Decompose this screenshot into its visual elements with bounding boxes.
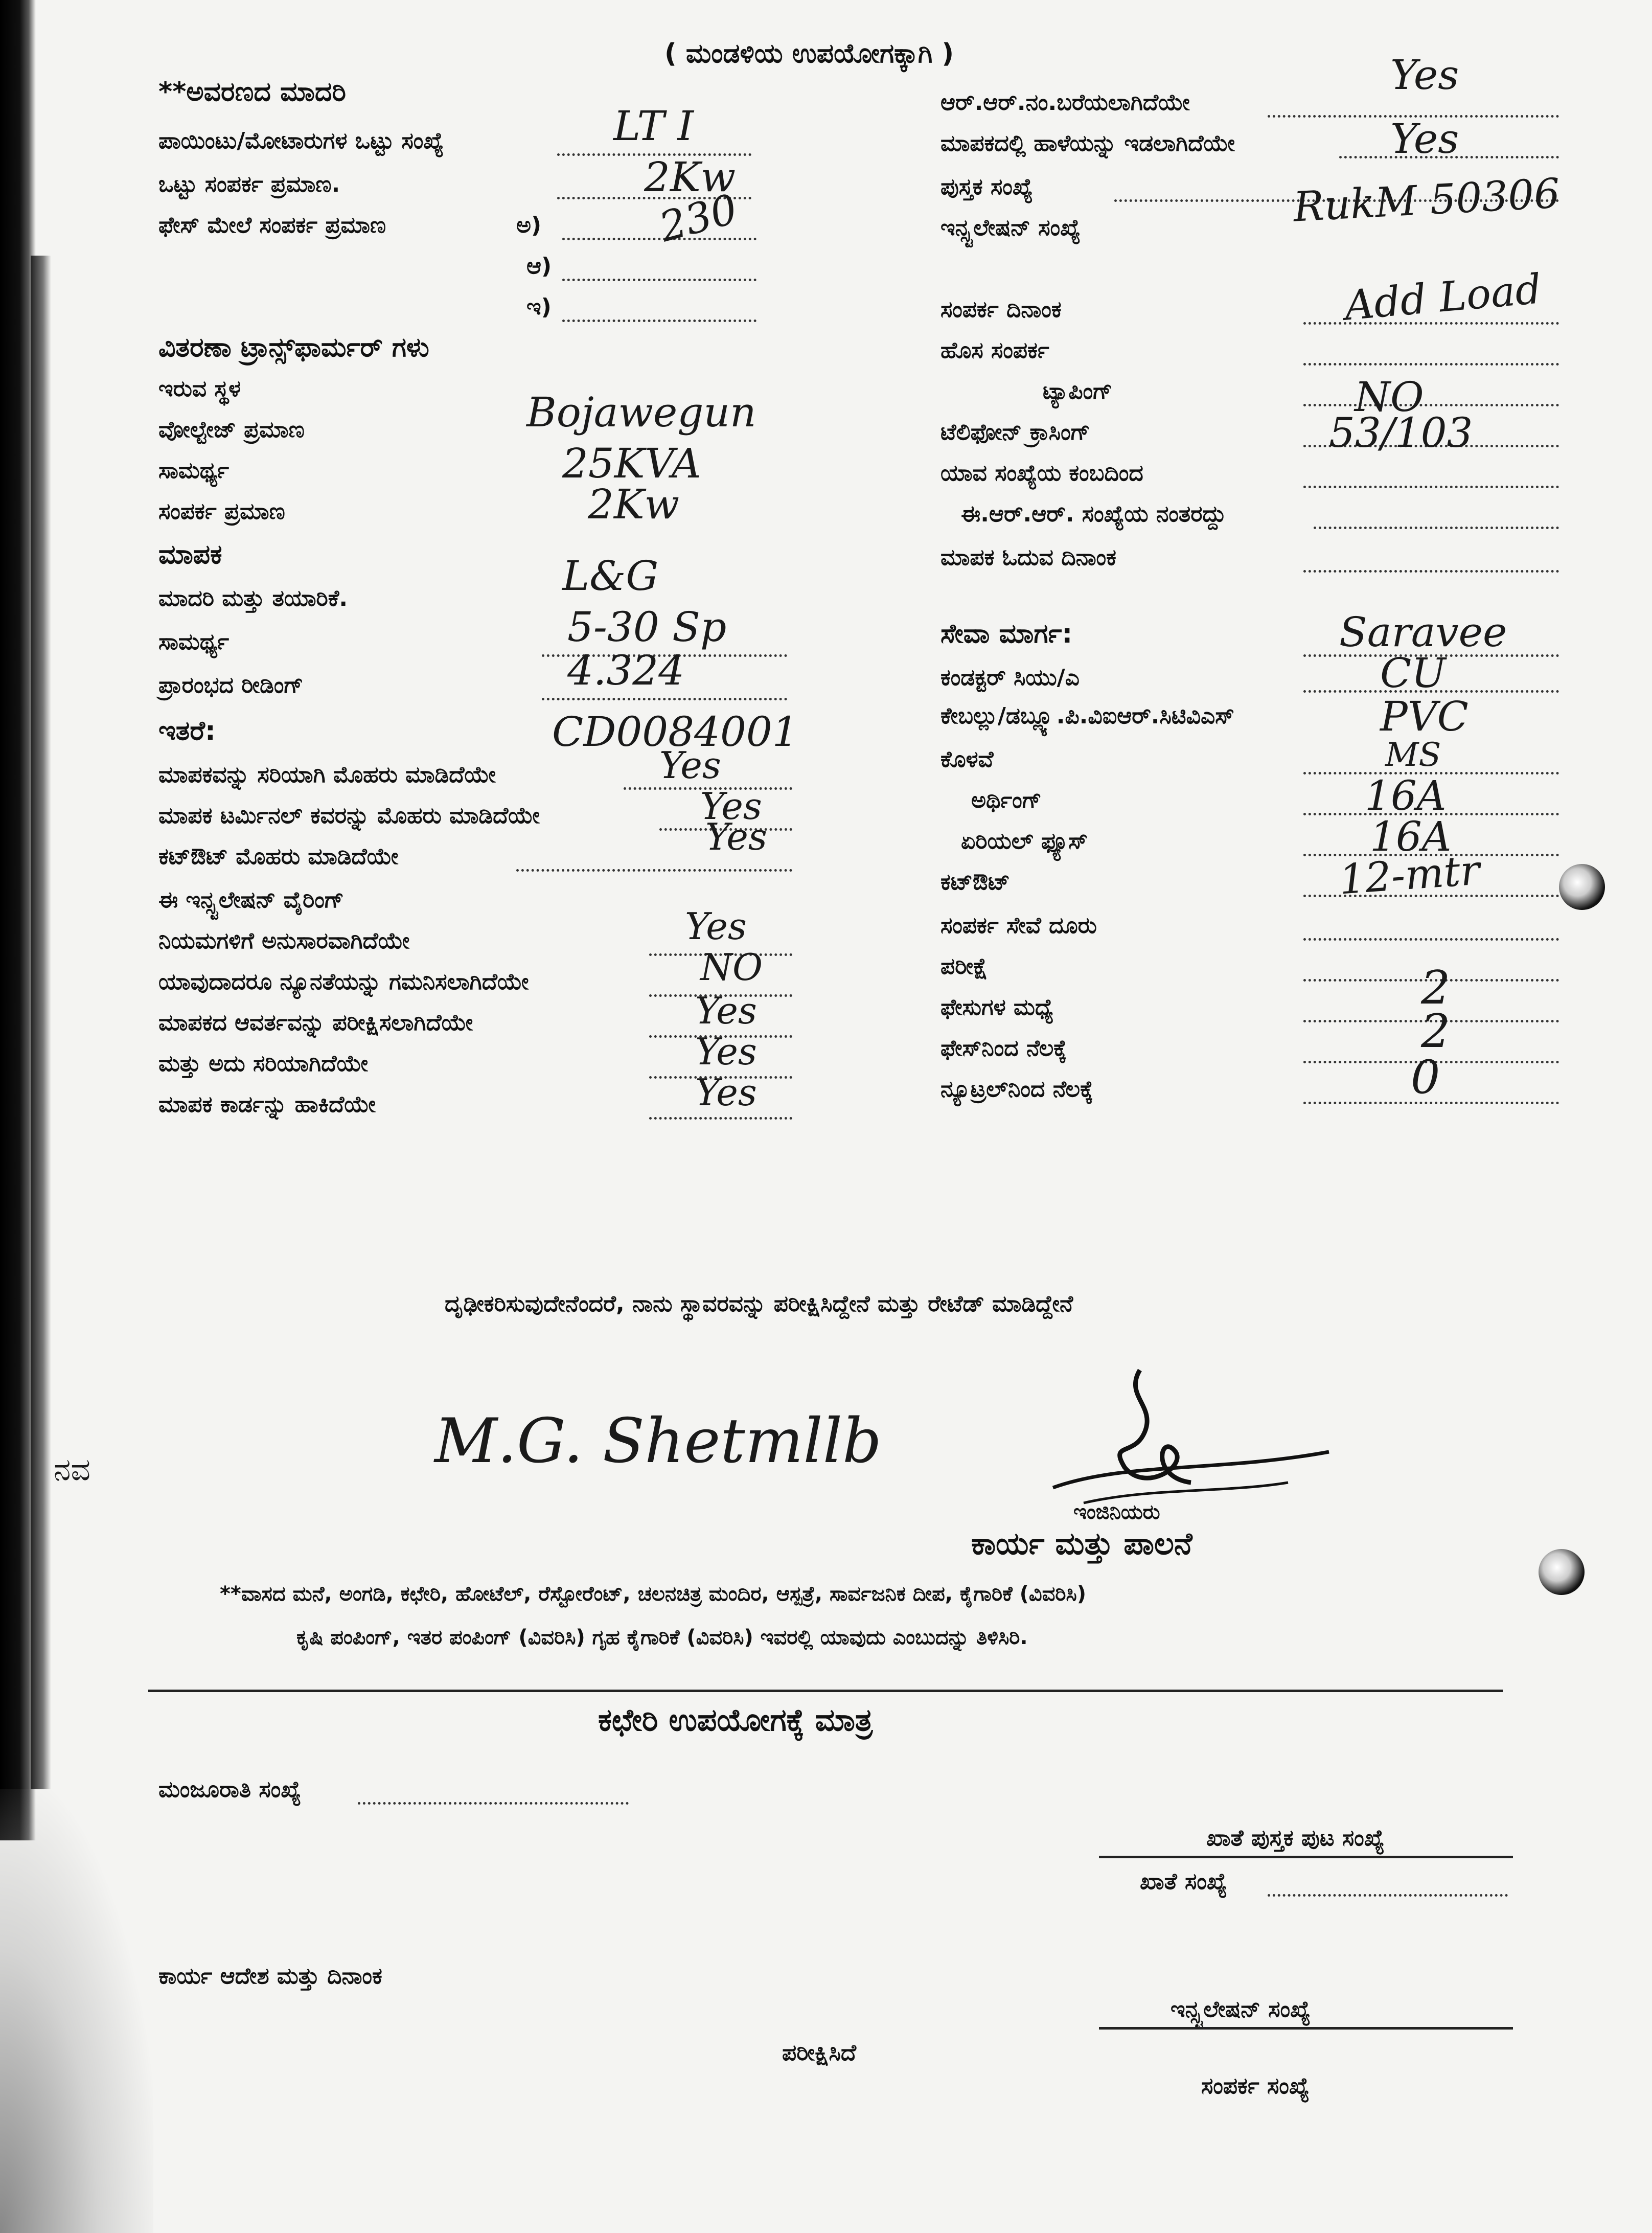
section-transformers: ವಿತರಣಾ ಟ್ರಾನ್ಸ್‌ಫಾರ್ಮರ್ ಗಳು (158, 332, 429, 363)
board-label: ಮಾಪಕದಲ್ಲಿ ಹಾಳೆಯನ್ನು ಇಡಲಾಗಿದೆಯೇ (940, 130, 1235, 156)
test-label: ಪರೀಕ್ಷೆ (940, 953, 988, 979)
meter-read-date-label: ಮಾಪಕ ಓದುವ ದಿನಾಂಕ (940, 544, 1116, 571)
tf-capacity-label: ಸಾಮರ್ಥ್ಯ (158, 458, 230, 484)
punch-hole (1539, 1549, 1585, 1595)
conductor-value: CU (1380, 649, 1446, 697)
rotation-label: ಮಾಪಕದ ಆವರ್ತವನ್ನು ಪರೀಕ್ಷಿಸಲಾಗಿದೆಯೇ (158, 1010, 473, 1036)
total-load-label: ಒಟ್ಟು ಸಂಪರ್ಕ ಪ್ರಮಾಣ. (158, 171, 340, 197)
phase-earth-value: 2 (1421, 1005, 1451, 1058)
phase-load-label: ಫೇಸ್ ಮೇಲೆ ಸಂಪರ್ಕ ಪ್ರಮಾಣ (158, 212, 386, 238)
terminal-sealed-label: ಮಾಪಕ ಟರ್ಮಿನಲ್ ಕವರನ್ನು ಮೊಹರು ಮಾಡಿದೆಯೇ (158, 803, 540, 829)
phase-earth-label: ಫೇಸ್‌ನಿಂದ ನೆಲಕ್ಕೆ (940, 1035, 1067, 1061)
rr-label: ಆರ್.ಆರ್.ನಂ.ಬರೆಯಲಾಗಿದೆಯೇ (940, 89, 1190, 116)
initial-reading-label: ಪ್ರಾರಂಭದ ರೀಡಿಂಗ್ (158, 672, 304, 698)
service-distance-label: ಸಂಪರ್ಕ ಸೇವೆ ದೂರು (940, 913, 1097, 939)
cutout-label: ಕಟ್‌ಔಟ್ (940, 869, 1010, 895)
cutout-sealed-label: ಕಟ್‌ಔಟ್ ಮೊಹರು ಮಾಡಿದೆಯೇ (158, 844, 399, 870)
tf-conn-load-value: 2Kw (588, 481, 680, 528)
meter-capacity-value: 5-30 Sp (567, 603, 727, 651)
checked-label: ಪರೀಕ್ಷಿಸಿದೆ (782, 2040, 857, 2066)
aerial-fuse-label: ಏರಿಯಲ್ ಫ್ಯೂಸ್ (961, 828, 1088, 854)
make-label: ಮಾದರಿ ಮತ್ತು ತಯಾರಿಕೆ. (158, 585, 348, 611)
board-value: Yes (1390, 115, 1459, 163)
ledger-page-label: ಖಾತೆ ಪುಸ್ತಕ ಪುಟ ಸಂಖ್ಯೆ (1206, 1825, 1385, 1851)
terminal-sealed-value: Yes (700, 785, 762, 828)
pipe-label: ಕೊಳವೆ (940, 746, 994, 772)
others-value: CD0084001 (552, 708, 798, 756)
footnote-line-1: **ವಾಸದ ಮನೆ, ಅಂಗಡಿ, ಕಛೇರಿ, ಹೋಟೆಲ್, ರೆಸ್ಟೋರೆಂಟ್, ಚಲನಚಿತ್ರ ಮಂದಿರ, ಆಸ್ಪತ್ರೆ, ಸಾರ್ವಜನಿಕ ದೀಪ, ಕೈಗಾರಿಕೆ (ವಿವರಿಸಿ) (220, 1582, 1087, 1606)
punch-hole (1559, 864, 1605, 910)
sanction-no-label: ಮಂಜೂರಾತಿ ಸಂಖ್ಯೆ (158, 1776, 302, 1803)
aerial-fuse-value: 16A (1370, 813, 1452, 860)
cutout-value: 12-mtr (1338, 846, 1481, 904)
card-value: Yes (695, 1071, 757, 1114)
conductor-label: ಕಂಡಕ್ಟರ್ ಸಿಯು/ಎ (940, 665, 1080, 691)
total-load-value: 2Kw (644, 153, 736, 201)
conn-date-value: Add Load (1342, 265, 1544, 330)
tf-conn-load-label: ಸಂಪರ್ಕ ಪ್ರಮಾಣ (158, 498, 285, 525)
rules-label: ನಿಯಮಗಳಿಗೆ ಅನುಸಾರವಾಗಿದೆಯೇ (158, 928, 410, 954)
conn-date-label: ಸಂಪರ್ಕ ದಿನಾಂಕ (940, 297, 1062, 323)
earthing-value: 16A (1365, 772, 1447, 819)
ledger-page-line (1099, 1856, 1513, 1858)
installation-line (1099, 2027, 1513, 2030)
telephone-crossing-label: ಟೆಲಿಫೋನ್ ಕ್ರಾಸಿಂಗ್ (940, 419, 1090, 445)
make-value: L&G (562, 552, 659, 600)
correct-label: ಮತ್ತು ಅದು ಸರಿಯಾಗಿದೆಯೇ (158, 1051, 369, 1077)
book-label: ಪುಸ್ತಕ ಸಂಖ್ಯೆ (940, 174, 1033, 200)
rotation-value: Yes (695, 989, 757, 1032)
phase-a-value: 230 (654, 185, 743, 252)
initial-reading-value: 4.324 (567, 647, 685, 694)
tf-capacity-value: 25KVA (562, 440, 701, 487)
scan-shadow (0, 1789, 153, 2233)
points-value: LT I (613, 102, 694, 150)
section-meter: ಮಾಪಕ (158, 539, 222, 570)
installation-no-label: ಇನ್ಸ್ಟಲೇಷನ್ ಸಂಖ್ಯೆ (940, 215, 1081, 241)
install-wiring-label: ಈ ಇನ್ಸ್ಟಲೇಷನ್ ವೈರಿಂಗ್ (158, 887, 344, 913)
cable-value: PVC (1380, 693, 1469, 740)
account-no-label: ಖಾತೆ ಸಂಖ್ಯೆ (1140, 1869, 1227, 1895)
between-phases-label: ಫೇಸುಗಳ ಮಧ್ಯೆ (940, 994, 1054, 1020)
pole-label: ಯಾವ ಸಂಖ್ಯೆಯ ಕಂಬದಿಂದ (940, 460, 1143, 486)
service-route-value: Saravee (1339, 608, 1507, 656)
earthing-label: ಅರ್ಥಿಂಗ್ (971, 787, 1042, 813)
margin-note: ನವ (54, 1452, 90, 1488)
section-premises-type: **ಅವರಣದ ಮಾದರಿ (158, 77, 346, 107)
divider (148, 1690, 1503, 1692)
correct-value: Yes (695, 1030, 757, 1073)
rules-value: Yes (685, 905, 747, 948)
page-title: ( ಮಂಡಳಿಯ ಉಪಯೋಗಕ್ಕಾಗಿ ) (664, 38, 954, 69)
new-conn-label: ಹೊಸ ಸಂಪರ್ಕ (940, 337, 1049, 363)
cable-label: ಕೇಬಲ್ಲು/ಡಬ್ಲ್ಯೂ.ಪಿ.ವಿಐಆರ್.ಸಿಟಿವಿಎಸ್ (940, 703, 1234, 729)
work-order-label: ಕಾರ್ಯ ಆದೇಶ ಮತ್ತು ದಿನಾಂಕ (158, 1963, 382, 1989)
phase-a-label: ಅ) (516, 212, 542, 238)
meter-capacity-label: ಸಾಮರ್ಥ್ಯ (158, 629, 230, 655)
office-title: ಕಾರ್ಯ ಮತ್ತು ಪಾಲನೆ (971, 1526, 1192, 1562)
sealed-value: Yes (659, 744, 721, 787)
points-label: ಪಾಯಿಂಟು/ಮೋಟಾರುಗಳ ಒಟ್ಟು ಸಂಖ್ಯೆ (158, 128, 444, 154)
defects-value: NO (700, 946, 763, 989)
others-label: ಇತರೆ: (158, 716, 216, 746)
tapping-value: NO (1355, 373, 1424, 421)
certification-text: ದೃಢೀಕರಿಸುವುದೇನೆಂದರೆ, ನಾನು ಸ್ಥಾವರವನ್ನು ಪರೀಕ್ಷಿಸಿದ್ದೇನೆ ಮತ್ತು ರೇಟೆಡ್ ಮಾಡಿದ್ದೇನೆ (445, 1291, 1073, 1317)
tapping-label: ಟ್ಯಾಪಿಂಗ್ (1043, 378, 1113, 404)
pipe-value: MS (1385, 736, 1441, 774)
phase-i-label: ಇ) (526, 294, 552, 320)
binding-edge (31, 256, 51, 1789)
installation-label: ಇನ್ಸ್ಟಲೇಷನ್ ಸಂಖ್ಯೆ (1171, 1996, 1311, 2022)
signature-text: M.G. Shetmllb (434, 1406, 882, 1477)
service-route-label: ಸೇವಾ ಮಾರ್ಗ: (940, 619, 1073, 649)
neutral-earth-label: ನ್ಯೂಟ್ರಲ್‌ನಿಂದ ನೆಲಕ್ಕೆ (940, 1076, 1093, 1102)
neutral-earth-value: 0 (1411, 1051, 1440, 1104)
office-use-title: ಕಛೇರಿ ಉಪಯೋಗಕ್ಕೆ ಮಾತ್ರ (598, 1702, 873, 1738)
phase-aa-label: ಆ) (526, 253, 552, 279)
rr-value: Yes (1390, 51, 1459, 99)
engineer-title: ಇಂಜಿನಿಯರು (1073, 1500, 1160, 1524)
voltage-label: ವೋಲ್ಟೇಜ್ ಪ್ರಮಾಣ (158, 417, 305, 443)
voltage-value: Bojawegun (526, 389, 756, 436)
telephone-crossing-value: 53/103 (1329, 409, 1473, 457)
location-label: ಇರುವ ಸ್ಥಳ (158, 376, 241, 402)
defects-label: ಯಾವುದಾದರೂ ನ್ಯೂನತೆಯನ್ನು ಗಮನಿಸಲಾಗಿದೆಯೇ (158, 969, 529, 995)
engineer-signature-icon (1022, 1350, 1339, 1513)
cutout-sealed-value: Yes (705, 815, 767, 858)
between-phases-value: 2 (1421, 961, 1451, 1015)
after-rr-label: ಈ.ಆರ್.ಆರ್. ಸಂಖ್ಯೆಯ ನಂತರದ್ದು (961, 501, 1226, 527)
installation-no-value: RukM 50306 (1292, 169, 1562, 231)
connection-no-label: ಸಂಪರ್ಕ ಸಂಖ್ಯೆ (1201, 2073, 1310, 2099)
sealed-label: ಮಾಪಕವನ್ನು ಸರಿಯಾಗಿ ಮೊಹರು ಮಾಡಿದೆಯೇ (158, 762, 496, 788)
card-label: ಮಾಪಕ ಕಾರ್ಡನ್ನು ಹಾಕಿದೆಯೇ (158, 1091, 376, 1118)
footnote-line-2: ಕೃಷಿ ಪಂಪಿಂಗ್, ಇತರ ಪಂಪಿಂಗ್ (ವಿವರಿಸಿ) ಗೃಹ ಕೈಗಾರಿಕೆ (ವಿವರಿಸಿ) ಇವರಲ್ಲಿ ಯಾವುದು ಎಂಬುದನ್ನು ತಿಳಿಸಿರಿ. (296, 1626, 1028, 1649)
